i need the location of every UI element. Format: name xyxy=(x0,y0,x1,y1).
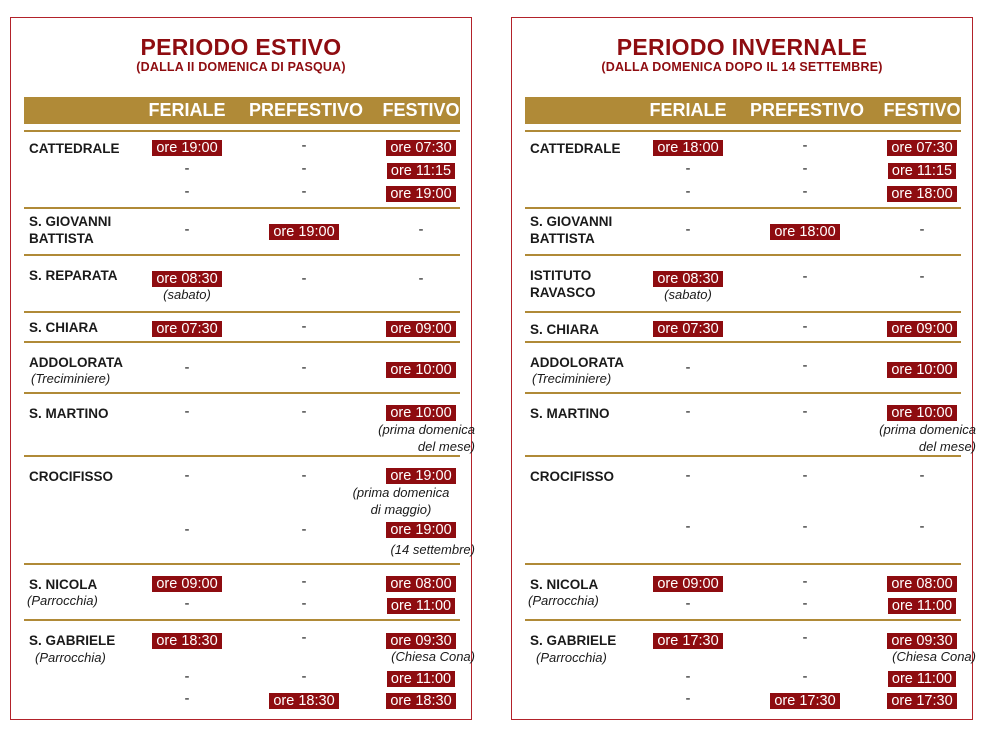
cell-note: (Chiesa Cona) xyxy=(391,649,475,664)
divider xyxy=(24,563,460,565)
cell-feriale: - xyxy=(685,160,691,177)
cell-feriale xyxy=(127,575,247,592)
panel-subtitle: (DALLA II DOMENICA DI PASQUA) xyxy=(136,60,346,74)
time-badge: ore 19:00 xyxy=(152,140,221,156)
church-name: S. GABRIELE xyxy=(29,633,116,648)
cell-prefestivo: - xyxy=(301,160,307,177)
divider xyxy=(24,455,460,457)
cell-festivo: - xyxy=(919,518,925,535)
cell-feriale xyxy=(628,320,748,337)
time-badge: ore 10:00 xyxy=(887,405,956,421)
cell-festivo xyxy=(361,670,481,687)
cell-prefestivo: - xyxy=(802,160,808,177)
time-badge: ore 18:30 xyxy=(386,693,455,709)
divider xyxy=(525,130,961,132)
divider xyxy=(24,619,460,621)
cell-festivo xyxy=(361,320,481,337)
church-name: ADDOLORATA xyxy=(530,355,624,370)
time-badge: ore 18:30 xyxy=(269,693,338,709)
cell-prefestivo: - xyxy=(301,467,307,484)
cell-festivo xyxy=(361,404,481,421)
cell-festivo xyxy=(862,139,982,156)
church-name: S. MARTINO xyxy=(29,406,109,421)
cell-feriale: - xyxy=(184,668,190,685)
cell-note: (sabato) xyxy=(664,287,712,302)
time-badge: ore 11:00 xyxy=(888,671,956,687)
cell-prefestivo: - xyxy=(301,629,307,646)
cell-feriale xyxy=(127,320,247,337)
divider xyxy=(525,207,961,209)
church-name: S. MARTINO xyxy=(530,406,610,421)
cell-feriale: - xyxy=(184,403,190,420)
church-name: S. CHIARA xyxy=(29,320,99,335)
cell-note: (prima domenica di maggio) xyxy=(352,485,450,517)
church-note: (Parrocchia) xyxy=(35,650,106,665)
cell-prefestivo: - xyxy=(802,137,808,154)
divider xyxy=(24,311,460,313)
cell-prefestivo: - xyxy=(301,183,307,200)
cell-prefestivo: - xyxy=(802,595,808,612)
time-badge: ore 10:00 xyxy=(386,362,455,378)
church-name: S. NICOLA xyxy=(530,577,599,592)
panel-subtitle: (DALLA DOMENICA DOPO IL 14 SETTEMBRE) xyxy=(601,60,883,74)
time-badge: ore 08:00 xyxy=(386,576,455,592)
time-badge: ore 10:00 xyxy=(386,405,455,421)
header-feriale: FERIALE xyxy=(148,100,226,120)
cell-festivo xyxy=(862,575,982,592)
cell-festivo xyxy=(862,185,982,202)
cell-prefestivo xyxy=(244,223,364,240)
cell-festivo xyxy=(862,597,982,614)
church-name: ADDOLORATA xyxy=(29,355,123,370)
cell-prefestivo: - xyxy=(301,137,307,154)
time-badge: ore 08:00 xyxy=(887,576,956,592)
cell-festivo xyxy=(361,467,481,484)
cell-festivo: - xyxy=(919,268,925,285)
cell-festivo xyxy=(862,320,982,337)
divider xyxy=(525,341,961,343)
cell-festivo xyxy=(862,404,982,421)
cell-feriale: - xyxy=(184,221,190,238)
cell-feriale: - xyxy=(184,183,190,200)
cell-festivo xyxy=(361,597,481,614)
cell-feriale: - xyxy=(685,518,691,535)
cell-festivo: - xyxy=(919,221,925,238)
column-header-bar xyxy=(525,97,961,124)
cell-feriale: - xyxy=(685,221,691,238)
cell-festivo xyxy=(862,632,982,649)
cell-feriale: - xyxy=(685,595,691,612)
time-badge: ore 11:15 xyxy=(387,163,455,179)
church-name: ISTITUTO RAVASCO xyxy=(530,268,596,300)
time-badge: ore 10:00 xyxy=(887,362,956,378)
cell-festivo xyxy=(361,139,481,156)
cell-feriale: - xyxy=(184,595,190,612)
time-badge: ore 09:30 xyxy=(887,633,956,649)
divider xyxy=(24,341,460,343)
divider xyxy=(24,207,460,209)
cell-prefestivo: - xyxy=(802,518,808,535)
time-badge: ore 09:00 xyxy=(887,321,956,337)
time-badge: ore 09:00 xyxy=(152,576,221,592)
time-badge: ore 19:00 xyxy=(386,522,455,538)
cell-feriale: - xyxy=(685,403,691,420)
cell-festivo xyxy=(361,632,481,649)
cell-feriale: - xyxy=(685,467,691,484)
church-name: S. REPARATA xyxy=(29,268,118,283)
cell-prefestivo: - xyxy=(802,573,808,590)
time-badge: ore 11:00 xyxy=(888,598,956,614)
cell-prefestivo: - xyxy=(802,668,808,685)
divider xyxy=(525,254,961,256)
cell-prefestivo xyxy=(745,692,865,709)
cell-feriale: - xyxy=(184,467,190,484)
time-badge: ore 17:30 xyxy=(770,693,839,709)
cell-prefestivo: - xyxy=(802,268,808,285)
cell-feriale: - xyxy=(184,521,190,538)
cell-prefestivo xyxy=(244,692,364,709)
time-badge: ore 07:30 xyxy=(887,140,956,156)
cell-prefestivo: - xyxy=(301,573,307,590)
cell-feriale: - xyxy=(184,690,190,707)
cell-prefestivo: - xyxy=(301,521,307,538)
time-badge: ore 18:30 xyxy=(152,633,221,649)
cell-prefestivo: - xyxy=(301,270,307,287)
cell-festivo xyxy=(361,575,481,592)
time-badge: ore 09:00 xyxy=(386,321,455,337)
church-name: CROCIFISSO xyxy=(530,469,615,484)
church-name: S. CHIARA xyxy=(530,322,600,337)
cell-feriale xyxy=(628,632,748,649)
cell-prefestivo: - xyxy=(802,318,808,335)
cell-prefestivo: - xyxy=(802,357,808,374)
cell-feriale: - xyxy=(685,668,691,685)
cell-prefestivo: - xyxy=(802,403,808,420)
cell-feriale: - xyxy=(184,359,190,376)
cell-prefestivo: - xyxy=(802,183,808,200)
divider xyxy=(525,392,961,394)
cell-festivo xyxy=(361,361,481,378)
cell-feriale xyxy=(628,575,748,592)
cell-prefestivo: - xyxy=(301,668,307,685)
time-badge: ore 18:00 xyxy=(653,140,722,156)
time-badge: ore 08:30 xyxy=(653,271,722,287)
church-note: (Parrocchia) xyxy=(536,650,607,665)
church-name: CATTEDRALE xyxy=(530,141,621,156)
cell-prefestivo: - xyxy=(802,629,808,646)
church-note: (Parrocchia) xyxy=(528,593,599,608)
cell-festivo xyxy=(361,521,481,538)
cell-feriale xyxy=(127,632,247,649)
cell-feriale: - xyxy=(685,183,691,200)
cell-note: (prima domenica del mese) xyxy=(879,422,976,454)
divider xyxy=(525,619,961,621)
cell-note: (prima domenica del mese) xyxy=(378,422,475,454)
cell-prefestivo: - xyxy=(301,595,307,612)
column-header-bar xyxy=(24,97,460,124)
time-badge: ore 19:00 xyxy=(269,224,338,240)
time-badge: ore 18:00 xyxy=(887,186,956,202)
divider xyxy=(525,311,961,313)
time-badge: ore 07:30 xyxy=(653,321,722,337)
church-note: (Treciminiere) xyxy=(532,371,612,386)
divider xyxy=(525,563,961,565)
divider xyxy=(525,455,961,457)
time-badge: ore 09:30 xyxy=(386,633,455,649)
cell-prefestivo: - xyxy=(802,467,808,484)
church-name: S. GABRIELE xyxy=(530,633,617,648)
cell-festivo xyxy=(862,692,982,709)
cell-festivo xyxy=(361,692,481,709)
header-festivo: FESTIVO xyxy=(382,100,460,120)
cell-feriale: - xyxy=(184,160,190,177)
time-badge: ore 19:00 xyxy=(386,186,455,202)
header-festivo: FESTIVO xyxy=(883,100,961,120)
cell-festivo: - xyxy=(418,221,424,238)
time-badge: ore 11:00 xyxy=(387,671,455,687)
cell-note: (14 settembre) xyxy=(390,542,475,557)
panel-periodo-estivo xyxy=(10,17,475,720)
cell-feriale xyxy=(127,270,247,287)
cell-feriale xyxy=(628,139,748,156)
time-badge: ore 19:00 xyxy=(386,468,455,484)
cell-note: (Chiesa Cona) xyxy=(892,649,976,664)
cell-feriale: - xyxy=(685,690,691,707)
panel-title: PERIODO ESTIVO xyxy=(140,34,342,60)
cell-feriale xyxy=(628,270,748,287)
cell-feriale: - xyxy=(685,359,691,376)
time-badge: ore 18:00 xyxy=(770,224,839,240)
church-name: CATTEDRALE xyxy=(29,141,120,156)
church-name: CROCIFISSO xyxy=(29,469,114,484)
church-name: S. NICOLA xyxy=(29,577,98,592)
panel-title: PERIODO INVERNALE xyxy=(616,34,868,60)
time-badge: ore 09:00 xyxy=(653,576,722,592)
cell-note: (sabato) xyxy=(163,287,211,302)
header-prefestivo: PREFESTIVO xyxy=(750,100,865,120)
cell-festivo xyxy=(862,162,982,179)
divider xyxy=(24,130,460,132)
cell-festivo: - xyxy=(418,270,424,287)
cell-festivo: - xyxy=(919,467,925,484)
cell-prefestivo xyxy=(745,223,865,240)
header-feriale: FERIALE xyxy=(649,100,727,120)
time-badge: ore 17:30 xyxy=(653,633,722,649)
divider xyxy=(24,392,460,394)
header-prefestivo: PREFESTIVO xyxy=(249,100,364,120)
time-badge: ore 11:00 xyxy=(387,598,455,614)
cell-prefestivo: - xyxy=(301,318,307,335)
time-badge: ore 11:15 xyxy=(888,163,956,179)
church-note: (Treciminiere) xyxy=(31,371,111,386)
cell-festivo xyxy=(862,361,982,378)
cell-festivo xyxy=(361,162,481,179)
cell-festivo xyxy=(862,670,982,687)
cell-prefestivo: - xyxy=(301,359,307,376)
cell-festivo xyxy=(361,185,481,202)
time-badge: ore 07:30 xyxy=(152,321,221,337)
church-note: (Parrocchia) xyxy=(27,593,98,608)
church-name: S. GIOVANNI BATTISTA xyxy=(530,214,613,246)
cell-prefestivo: - xyxy=(301,403,307,420)
panel-periodo-invernale xyxy=(511,17,976,720)
time-badge: ore 08:30 xyxy=(152,271,221,287)
time-badge: ore 07:30 xyxy=(386,140,455,156)
divider xyxy=(24,254,460,256)
time-badge: ore 17:30 xyxy=(887,693,956,709)
church-name: S. GIOVANNI BATTISTA xyxy=(29,214,112,246)
cell-feriale xyxy=(127,139,247,156)
